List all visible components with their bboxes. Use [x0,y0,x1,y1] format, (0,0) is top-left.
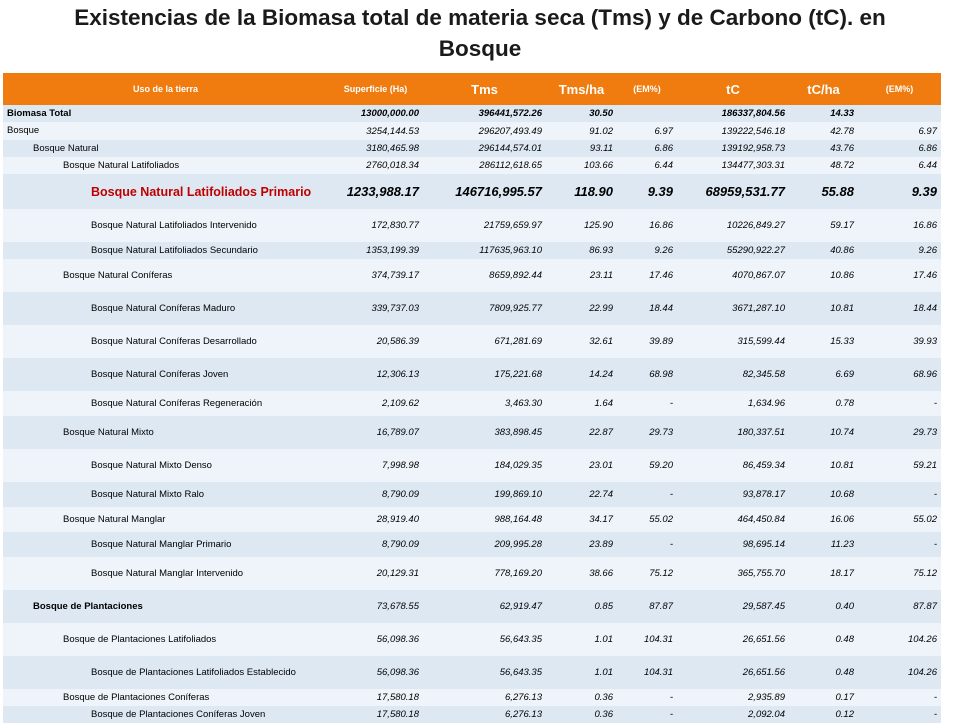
cell-tc-ha: 0.48 [789,656,858,689]
row-label: Bosque Natural [3,140,328,157]
row-label: Bosque Natural Coníferas Maduro [3,292,328,325]
row-label: Bosque Natural Manglar Intervenido [3,557,328,590]
cell-tc-ha: 15.33 [789,325,858,358]
cell-superficie: 3180,465.98 [328,140,423,157]
cell-tc: 1,634.96 [677,391,789,416]
cell-em1: - [617,532,677,557]
header-tc-ha: tC/ha [789,73,858,105]
cell-tc: 82,345.58 [677,358,789,391]
cell-tc: 139192,958.73 [677,140,789,157]
row-label: Bosque Natural Coníferas Regeneración [3,391,328,416]
cell-tms-ha: 103.66 [546,157,617,174]
cell-tc: 2,935.89 [677,689,789,706]
header-uso: Uso de la tierra [3,73,328,105]
table-row [3,623,941,656]
cell-tms: 146716,995.57 [423,174,546,209]
cell-tms: 56,643.35 [423,656,546,689]
cell-em2: 6.86 [858,140,941,157]
cell-tms-ha: 118.90 [546,174,617,209]
cell-em2: 6.97 [858,122,941,140]
cell-tc: 93,878.17 [677,482,789,507]
row-label: Bosque de Plantaciones Latifoliados [3,623,328,656]
cell-tms-ha: 14.24 [546,358,617,391]
cell-em2: 39.93 [858,325,941,358]
cell-em2: 18.44 [858,292,941,325]
cell-superficie: 16,789.07 [328,416,423,449]
cell-em2: 55.02 [858,507,941,532]
cell-em1: 55.02 [617,507,677,532]
cell-tc-ha: 10.81 [789,292,858,325]
cell-superficie: 8,790.09 [328,532,423,557]
cell-tc-ha: 10.74 [789,416,858,449]
header-tc: tC [677,73,789,105]
cell-tms: 7809,925.77 [423,292,546,325]
cell-em2: 9.26 [858,242,941,259]
cell-tms: 383,898.45 [423,416,546,449]
cell-em1: - [617,391,677,416]
table-row [3,557,941,590]
row-label: Bosque Natural Latifoliados Intervenido [3,209,328,242]
cell-superficie: 2760,018.34 [328,157,423,174]
row-label: Bosque [3,122,328,140]
cell-tms: 988,164.48 [423,507,546,532]
cell-em2: 16.86 [858,209,941,242]
cell-tc: 26,651.56 [677,623,789,656]
cell-tms-ha: 93.11 [546,140,617,157]
row-label: Bosque de Plantaciones Coníferas [3,689,328,706]
cell-em1: 75.12 [617,557,677,590]
table-row [3,590,941,623]
cell-tms: 3,463.30 [423,391,546,416]
cell-tc: 186337,804.56 [677,105,789,122]
cell-em1: 6.97 [617,122,677,140]
cell-em2: 75.12 [858,557,941,590]
cell-tc: 180,337.51 [677,416,789,449]
cell-tms: 62,919.47 [423,590,546,623]
cell-tms: 296207,493.49 [423,122,546,140]
cell-tms: 778,169.20 [423,557,546,590]
table-row [3,532,941,557]
cell-tc-ha: 16.06 [789,507,858,532]
cell-superficie: 1233,988.17 [328,174,423,209]
cell-em1: 6.86 [617,140,677,157]
table-row [3,482,941,507]
cell-tms-ha: 0.85 [546,590,617,623]
cell-tc-ha: 10.81 [789,449,858,482]
cell-tc: 134477,303.31 [677,157,789,174]
cell-tc-ha: 0.40 [789,590,858,623]
cell-tms-ha: 86.93 [546,242,617,259]
table-row [3,449,941,482]
cell-superficie: 12,306.13 [328,358,423,391]
cell-tc-ha: 0.17 [789,689,858,706]
cell-em1 [617,105,677,122]
table-row [3,325,941,358]
cell-em2: 87.87 [858,590,941,623]
cell-em2: - [858,482,941,507]
cell-tc: 139222,546.18 [677,122,789,140]
cell-em1: - [617,482,677,507]
cell-tc: 3671,287.10 [677,292,789,325]
cell-tms: 117635,963.10 [423,242,546,259]
cell-em1: 17.46 [617,259,677,292]
table-row [3,656,941,689]
cell-tc-ha: 43.76 [789,140,858,157]
cell-tms: 8659,892.44 [423,259,546,292]
cell-tms-ha: 1.01 [546,656,617,689]
cell-tc-ha: 11.23 [789,532,858,557]
cell-em1: 9.39 [617,174,677,209]
cell-tc-ha: 0.12 [789,706,858,723]
table-row [3,358,941,391]
cell-em2: - [858,391,941,416]
cell-em2: 6.44 [858,157,941,174]
row-label: Bosque Natural Coníferas Desarrollado [3,325,328,358]
row-label: Bosque Natural Manglar [3,507,328,532]
cell-tms: 6,276.13 [423,689,546,706]
cell-superficie: 20,129.31 [328,557,423,590]
row-label: Bosque Natural Manglar Primario [3,532,328,557]
cell-em2: 29.73 [858,416,941,449]
cell-tc: 68959,531.77 [677,174,789,209]
row-label: Bosque Natural Mixto Ralo [3,482,328,507]
cell-em1: 104.31 [617,656,677,689]
cell-tms-ha: 22.99 [546,292,617,325]
table-row [3,242,941,259]
cell-superficie: 20,586.39 [328,325,423,358]
cell-em2: - [858,689,941,706]
cell-tc: 55290,922.27 [677,242,789,259]
cell-superficie: 8,790.09 [328,482,423,507]
table-row [3,507,941,532]
cell-tc-ha: 18.17 [789,557,858,590]
cell-superficie: 17,580.18 [328,689,423,706]
row-label: Bosque de Plantaciones [3,590,328,623]
row-label: Bosque Natural Latifoliados Secundario [3,242,328,259]
cell-superficie: 3254,144.53 [328,122,423,140]
cell-tms-ha: 22.74 [546,482,617,507]
header-em1: (EM%) [617,73,677,105]
cell-tc-ha: 48.72 [789,157,858,174]
cell-em1: 59.20 [617,449,677,482]
cell-tms-ha: 23.89 [546,532,617,557]
cell-em2: 59.21 [858,449,941,482]
cell-em2: 17.46 [858,259,941,292]
table-header-row [3,73,941,105]
cell-tms: 184,029.35 [423,449,546,482]
cell-tms: 56,643.35 [423,623,546,656]
cell-em2: 104.26 [858,623,941,656]
cell-tc: 26,651.56 [677,656,789,689]
cell-tms: 209,995.28 [423,532,546,557]
cell-tc: 29,587.45 [677,590,789,623]
cell-tc: 464,450.84 [677,507,789,532]
row-label: Bosque Natural Latifoliados [3,157,328,174]
cell-tc: 4070,867.07 [677,259,789,292]
cell-tc: 98,695.14 [677,532,789,557]
cell-tc: 86,459.34 [677,449,789,482]
cell-tms: 21759,659.97 [423,209,546,242]
table-row-highlight [3,174,941,209]
cell-em1: 16.86 [617,209,677,242]
biomass-table [3,73,941,723]
row-label: Bosque Natural Mixto [3,416,328,449]
cell-superficie: 2,109.62 [328,391,423,416]
table-row [3,689,941,706]
cell-superficie: 1353,199.39 [328,242,423,259]
cell-tc-ha: 10.86 [789,259,858,292]
cell-em2: 9.39 [858,174,941,209]
cell-superficie: 339,737.03 [328,292,423,325]
cell-tms-ha: 1.01 [546,623,617,656]
cell-tms: 199,869.10 [423,482,546,507]
cell-em1: 9.26 [617,242,677,259]
cell-em2: - [858,706,941,723]
table-row [3,105,941,122]
table-row [3,259,941,292]
cell-tc-ha: 0.48 [789,623,858,656]
cell-tms-ha: 1.64 [546,391,617,416]
cell-tms: 175,221.68 [423,358,546,391]
cell-tc-ha: 40.86 [789,242,858,259]
cell-tms: 286112,618.65 [423,157,546,174]
cell-tc-ha: 14.33 [789,105,858,122]
cell-tms-ha: 23.01 [546,449,617,482]
header-superficie: Superficie (Ha) [328,73,423,105]
cell-superficie: 73,678.55 [328,590,423,623]
table-row [3,122,941,140]
cell-em2: 104.26 [858,656,941,689]
row-label: Bosque de Plantaciones Coníferas Joven [3,706,328,723]
cell-em1: 29.73 [617,416,677,449]
cell-superficie: 56,098.36 [328,656,423,689]
header-tms: Tms [423,73,546,105]
cell-superficie: 172,830.77 [328,209,423,242]
page-title: Existencias de la Biomasa total de materia seca (Tms) y de Carbono (tC). en Bosque [74,5,886,61]
cell-tc-ha: 42.78 [789,122,858,140]
cell-tms: 296144,574.01 [423,140,546,157]
table-row [3,209,941,242]
cell-tc-ha: 10.68 [789,482,858,507]
cell-tc-ha: 0.78 [789,391,858,416]
cell-em1: 6.44 [617,157,677,174]
row-label: Biomasa Total [3,105,328,122]
cell-tms-ha: 34.17 [546,507,617,532]
table-row [3,140,941,157]
row-label: Bosque Natural Coníferas [3,259,328,292]
cell-tc: 10226,849.27 [677,209,789,242]
table-row [3,416,941,449]
cell-superficie: 56,098.36 [328,623,423,656]
cell-em1: 68.98 [617,358,677,391]
cell-em1: 39.89 [617,325,677,358]
cell-tc-ha: 55.88 [789,174,858,209]
cell-em1: - [617,689,677,706]
cell-superficie: 7,998.98 [328,449,423,482]
cell-em1: - [617,706,677,723]
table-row [3,157,941,174]
row-label: Bosque Natural Coníferas Joven [3,358,328,391]
cell-tms-ha: 0.36 [546,689,617,706]
cell-superficie: 13000,000.00 [328,105,423,122]
cell-superficie: 28,919.40 [328,507,423,532]
cell-tms-ha: 23.11 [546,259,617,292]
header-tms-ha: Tms/ha [546,73,617,105]
cell-tms-ha: 0.36 [546,706,617,723]
cell-tc: 315,599.44 [677,325,789,358]
cell-tms-ha: 38.66 [546,557,617,590]
cell-tms-ha: 30.50 [546,105,617,122]
cell-tc: 365,755.70 [677,557,789,590]
cell-tc: 2,092.04 [677,706,789,723]
cell-tms: 671,281.69 [423,325,546,358]
cell-em2: 68.96 [858,358,941,391]
cell-em1: 18.44 [617,292,677,325]
cell-tms: 396441,572.26 [423,105,546,122]
table-row [3,292,941,325]
cell-tms-ha: 32.61 [546,325,617,358]
cell-em1: 104.31 [617,623,677,656]
cell-superficie: 374,739.17 [328,259,423,292]
header-em2: (EM%) [858,73,941,105]
cell-tms: 6,276.13 [423,706,546,723]
cell-em2: - [858,532,941,557]
cell-tc-ha: 59.17 [789,209,858,242]
cell-superficie: 17,580.18 [328,706,423,723]
cell-tms-ha: 125.90 [546,209,617,242]
row-label: Bosque Natural Latifoliados Primario [3,174,328,209]
cell-em1: 87.87 [617,590,677,623]
row-label: Bosque Natural Mixto Denso [3,449,328,482]
cell-em2 [858,105,941,122]
table-row [3,391,941,416]
table-row [3,706,941,723]
cell-tc-ha: 6.69 [789,358,858,391]
cell-tms-ha: 91.02 [546,122,617,140]
cell-tms-ha: 22.87 [546,416,617,449]
row-label: Bosque de Plantaciones Latifoliados Establecido [3,656,328,689]
